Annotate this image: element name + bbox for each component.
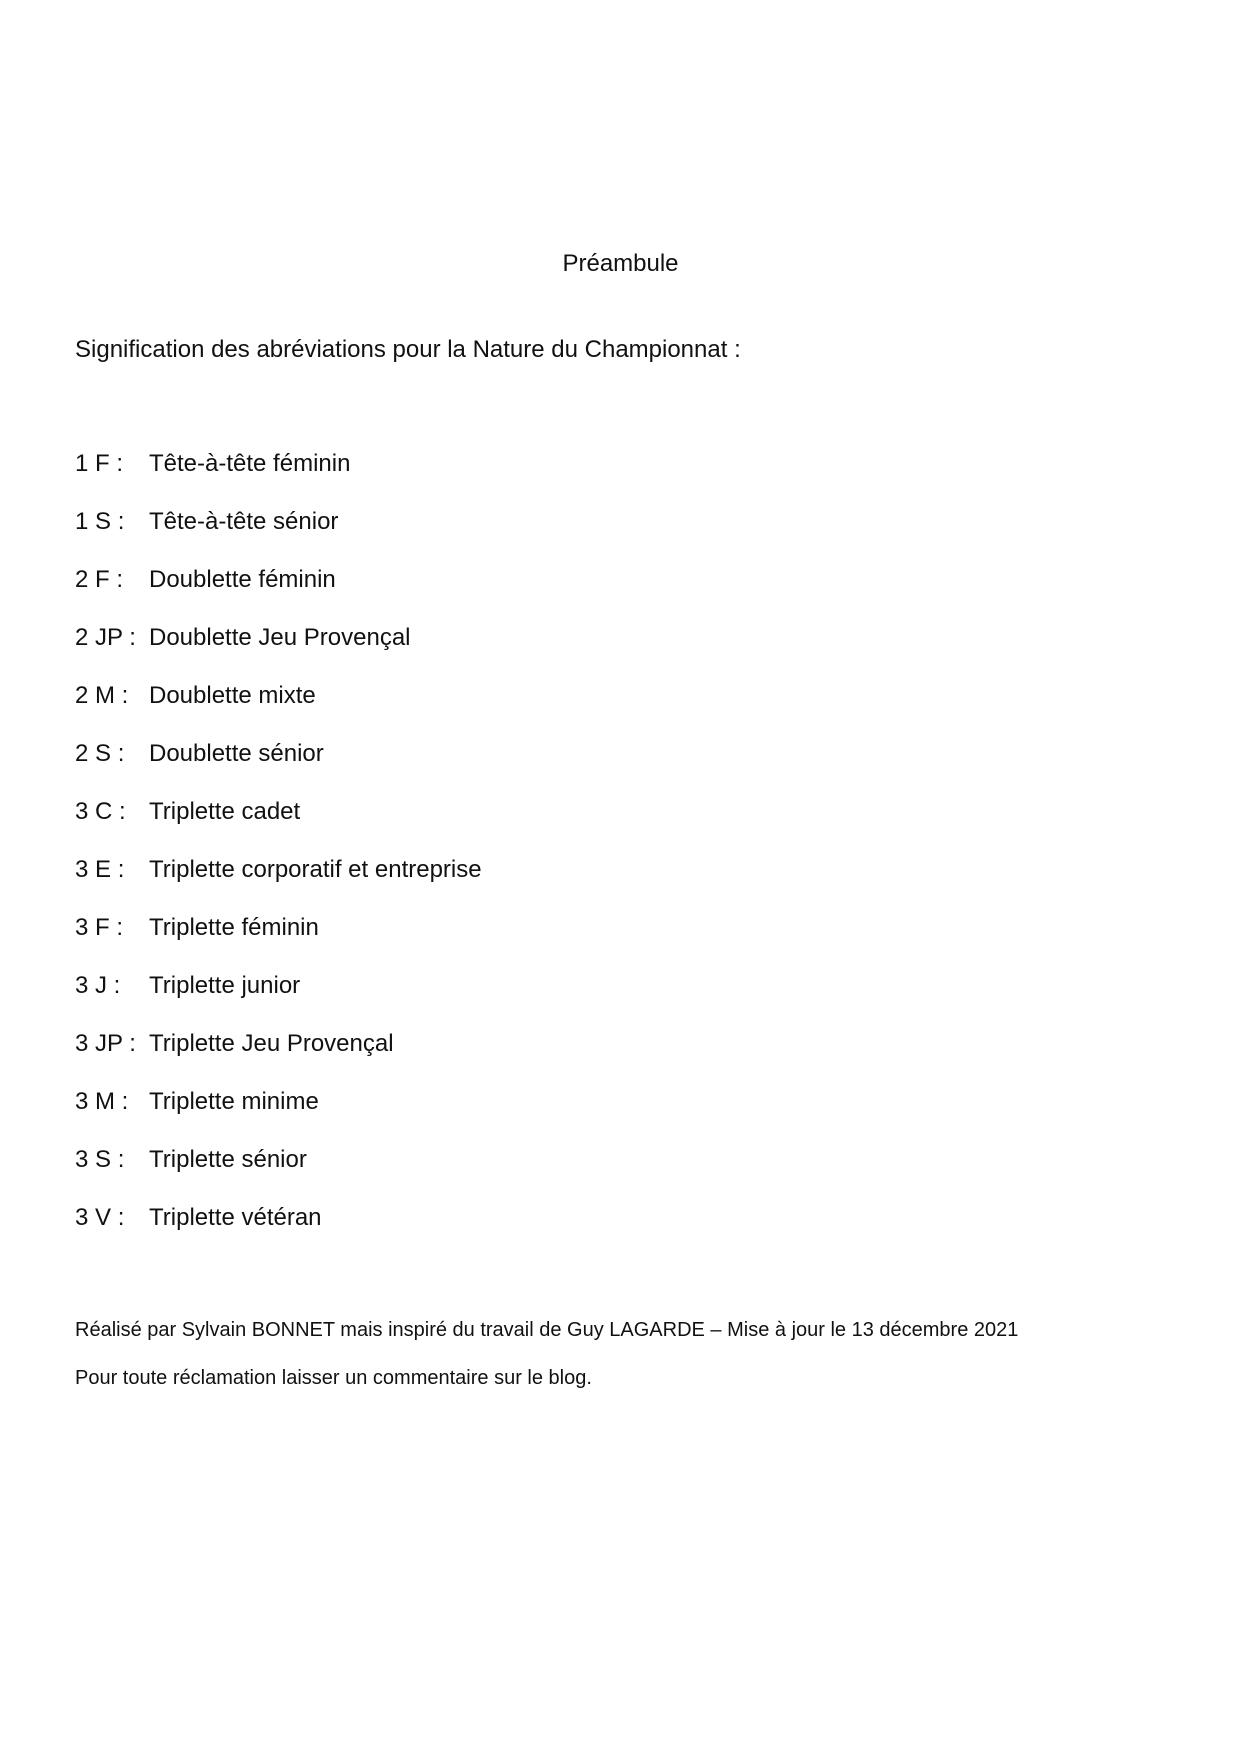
abbreviation-meaning: Doublette mixte: [149, 682, 316, 709]
abbreviation-meaning: Doublette féminin: [149, 566, 336, 593]
abbreviation-row: [75, 739, 482, 797]
abbreviation-row: [75, 1087, 482, 1145]
abbreviation-meaning: Triplette sénior: [149, 1146, 307, 1173]
abbreviation-code: 3 J :: [75, 972, 121, 999]
abbreviation-meaning: Tête-à-tête féminin: [149, 450, 351, 477]
abbreviation-code: 1 F :: [75, 450, 124, 477]
abbreviation-code: 2 F :: [75, 566, 124, 593]
abbreviation-list: [75, 449, 482, 1261]
abbreviation-meaning: Triplette minime: [149, 1088, 319, 1115]
abbreviation-meaning: Triplette féminin: [149, 914, 319, 941]
abbreviation-row: [75, 1203, 482, 1261]
abbreviation-code: 3 V :: [75, 1204, 125, 1231]
abbreviation-row: [75, 971, 482, 1029]
abbreviation-meaning: Triplette vétéran: [149, 1204, 322, 1231]
abbreviation-row: [75, 797, 482, 855]
abbreviation-code: 3 E :: [75, 856, 125, 883]
abbreviation-code: 3 JP :: [75, 1030, 136, 1057]
abbreviation-row: [75, 565, 482, 623]
abbreviation-row: [75, 681, 482, 739]
abbreviation-row: [75, 1145, 482, 1203]
abbreviation-code: 2 M :: [75, 682, 129, 709]
abbreviation-row: [75, 623, 482, 681]
abbreviation-code: 3 M :: [75, 1088, 129, 1115]
abbreviation-meaning: Tête-à-tête sénior: [149, 508, 339, 535]
abbreviation-row: [75, 913, 482, 971]
abbreviation-meaning: Triplette cadet: [149, 798, 301, 825]
abbreviation-meaning: Doublette sénior: [149, 740, 324, 767]
abbreviation-meaning: Triplette corporatif et entreprise: [149, 856, 482, 883]
abbreviation-row: [75, 855, 482, 913]
abbreviation-meaning: Triplette junior: [149, 972, 301, 999]
abbreviation-code: 3 C :: [75, 798, 126, 825]
abbreviation-meaning: Triplette Jeu Provençal: [149, 1030, 394, 1057]
abbreviation-meaning: Doublette Jeu Provençal: [149, 624, 411, 651]
footer-credit: Réalisé par Sylvain BONNET mais inspiré du travail de Guy LAGARDE – Mise à jour le 13 décembre 2021: [75, 1319, 1019, 1341]
intro-text: Signification des abréviations pour la Nature du Championnat :: [75, 336, 741, 363]
page-title: Préambule: [562, 250, 679, 277]
abbreviation-row: [75, 449, 482, 507]
abbreviation-row: [75, 507, 482, 565]
abbreviation-row: [75, 1029, 482, 1087]
footer-contact: Pour toute réclamation laisser un commentaire sur le blog.: [75, 1367, 592, 1389]
abbreviation-code: 2 S :: [75, 740, 125, 767]
abbreviation-code: 2 JP :: [75, 624, 136, 651]
abbreviation-code: 3 S :: [75, 1146, 125, 1173]
abbreviation-code: 3 F :: [75, 914, 124, 941]
abbreviation-code: 1 S :: [75, 508, 125, 535]
